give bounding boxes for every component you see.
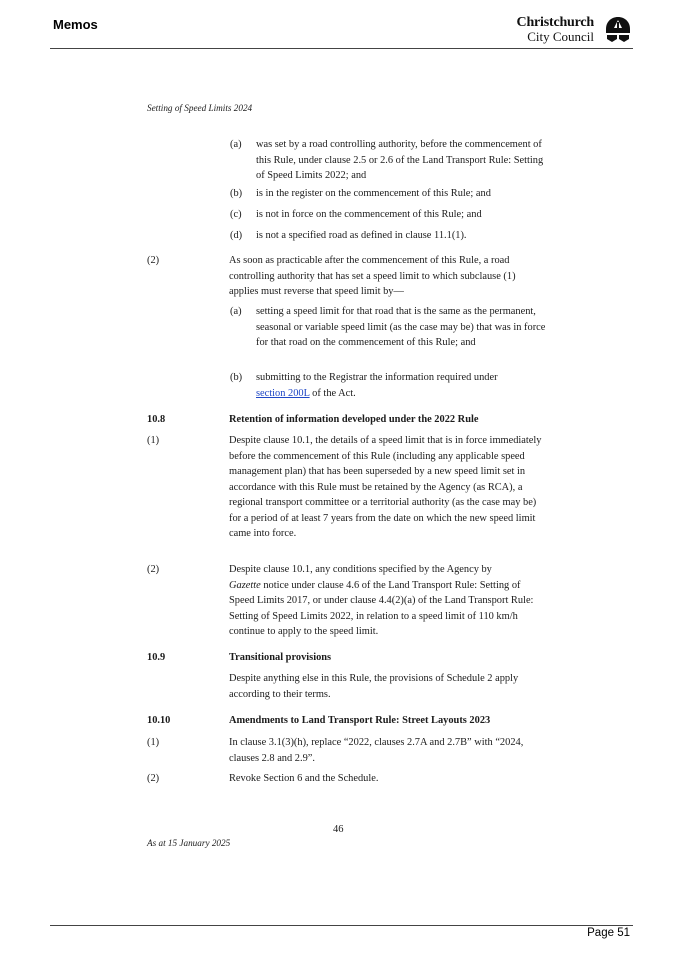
clause-label: (2)	[147, 255, 160, 266]
running-head: Setting of Speed Limits 2024	[147, 103, 253, 113]
clause-text: Revoke Section 6 and the Schedule.	[229, 773, 379, 784]
item-text: is in the register on the commencement of this Rule; and	[256, 188, 491, 199]
section-heading: Transitional provisions	[229, 652, 332, 663]
clause-text-post: notice under clause 4.6 of the Land Transport Rule: Setting of Speed Limits 2017, or under clause 4.4(2)(a) of the Land Transport Rule: Setting of Speed Limits 2022, in relation to a speed limit of 110 km/h continue to apply to the speed limit.	[229, 579, 534, 637]
item-text: is not a specified road as defined in clause 11.1(1).	[256, 230, 467, 241]
council-logo	[512, 15, 632, 45]
clause-label: (1)	[147, 737, 160, 748]
item-label: (c)	[230, 209, 242, 220]
item-text	[256, 370, 546, 401]
header-divider	[50, 48, 633, 49]
footer-divider	[50, 925, 633, 926]
item-label: (d)	[230, 230, 243, 241]
clause-text	[229, 562, 544, 640]
item-label: (b)	[230, 372, 243, 383]
logo-org-line2: City Council	[527, 29, 594, 44]
as-at-date: As at 15 January 2025	[147, 838, 231, 848]
clause-label: (2)	[147, 773, 160, 784]
item-text: was set by a road controlling authority, before the commencement of this Rule, under clause 2.5 or 2.6 of the Land Transport Rule: Setting of Speed Limits 2022; and	[256, 139, 544, 181]
clause-text: Despite anything else in this Rule, the provisions of Schedule 2 apply according to their terms.	[229, 673, 519, 700]
section-number: 10.10	[147, 715, 171, 726]
clause-text: As soon as practicable after the commencement of this Rule, a road controlling authority that has set a speed limit to which subclause (1) applies must reverse that speed limit by—	[229, 255, 516, 297]
clause-label: (2)	[147, 564, 160, 575]
item-text-pre: submitting to the Registrar the information required under	[256, 372, 498, 383]
clause-text-pre: Despite clause 10.1, any conditions specified by the Agency by	[229, 564, 492, 575]
clause-text: In clause 3.1(3)(h), replace “2022, clauses 2.7A and 2.7B” with “2024, clauses 2.8 and 2.9”.	[229, 737, 524, 764]
section-heading: Retention of information developed under the 2022 Rule	[229, 414, 479, 425]
item-label: (a)	[230, 139, 242, 150]
memo-title: Memos	[53, 17, 98, 32]
gazette-italic: Gazette	[229, 579, 261, 591]
logo-org-line1: Christchurch	[516, 15, 594, 30]
item-text: setting a speed limit for that road that is the same as the permanent, seasonal or variable speed limit (as the case may be) that was in force for that road on the commencement of this Rule; and	[256, 306, 546, 348]
item-text: is not in force on the commencement of this Rule; and	[256, 209, 482, 220]
section-number: 10.9	[147, 652, 166, 663]
clause-label: (1)	[147, 435, 160, 446]
document-page-number: 46	[333, 824, 344, 835]
item-label: (a)	[230, 306, 242, 317]
section-200l-link[interactable]: section 200L	[256, 387, 310, 399]
page-label: Page 51	[587, 927, 630, 939]
section-heading: Amendments to Land Transport Rule: Street Layouts 2023	[229, 715, 491, 726]
section-number: 10.8	[147, 414, 166, 425]
clause-text: Despite clause 10.1, the details of a speed limit that is in force immediately before the commencement of this Rule (including any applicable speed management plan) that has been superseded by a new speed limit set in accordance with this Rule must be retained by the Agency (as RCA), a regional transport committee or a territorial authority (as the case may be) for a period of at least 7 years from the date on which the new speed limit came into force.	[229, 435, 542, 539]
item-text-post: of the Act.	[309, 387, 356, 399]
cathedral-icon	[604, 16, 632, 44]
item-label: (b)	[230, 188, 243, 199]
